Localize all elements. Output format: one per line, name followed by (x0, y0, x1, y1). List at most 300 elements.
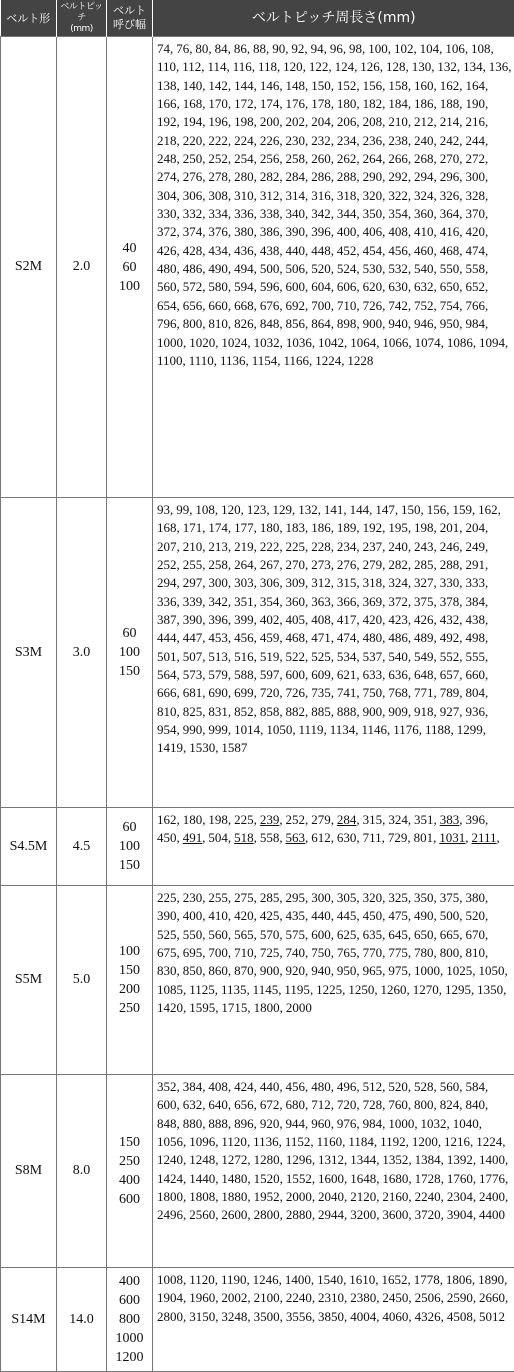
pitch-length-value: 990 (183, 722, 203, 737)
pitch-length-value: 174 (208, 520, 228, 535)
pitch-length-value: 288 (440, 557, 460, 572)
pitch-length-value: 292 (388, 169, 408, 184)
pitch-length-value: 285 (414, 557, 434, 572)
pitch-length-value: 612 (311, 830, 331, 845)
pitch-length-value: 273 (311, 557, 331, 572)
pitch-length-value: 352 (157, 1079, 177, 1094)
pitch-length-value: 729 (388, 830, 408, 845)
pitch-length-value: 312 (311, 575, 331, 590)
pitch-length-value: 1120 (189, 1272, 215, 1287)
pitch-length-value: 1031 (439, 830, 465, 845)
pitch-length-value: 1066 (382, 335, 408, 350)
pitch-length-value: 2240 (415, 1189, 441, 1204)
pitch-length-value: 524 (337, 261, 357, 276)
pitch-length-value: 96 (330, 41, 343, 56)
belt-type-cell: S14M (1, 1268, 57, 1372)
pitch-length-value: 1392 (447, 1152, 473, 1167)
pitch-length-value: 450 (157, 830, 177, 845)
pitch-length-value: 534 (337, 649, 357, 664)
pitch-length-value: 609 (311, 667, 331, 682)
pitch-length-value: 856 (286, 316, 306, 331)
pitch-length-value: 1595 (189, 1000, 215, 1015)
pitch-length-value: 728 (363, 1097, 383, 1112)
pitch-length-value: 750 (311, 945, 331, 960)
pitch-length-value: 266 (388, 151, 408, 166)
pitch-length-value: 2040 (318, 1189, 344, 1204)
pitch-length-value: 606 (337, 279, 357, 294)
pitch-length-value: 474 (337, 630, 357, 645)
pitch-length-value: 305 (337, 890, 357, 905)
pitch-length-value: 710 (234, 945, 254, 960)
pitch-length-value: 741 (337, 685, 357, 700)
pitch-length-value: 332 (183, 206, 203, 221)
pitch-length-value: 558 (260, 830, 280, 845)
belt-width-value: 40 (107, 239, 152, 258)
pitch-length-value: 213 (208, 539, 228, 554)
pitch-length-value: 310 (234, 188, 254, 203)
pitch-length-value: 320 (363, 890, 383, 905)
pitch-length-value: 248 (157, 151, 177, 166)
belt-widths-cell (107, 498, 153, 808)
pitch-length-value: 1600 (318, 1171, 344, 1186)
pitch-length-value: 150 (311, 78, 331, 93)
pitch-length-value: 513 (208, 649, 228, 664)
pitch-length-value: 2160 (382, 1189, 408, 1204)
pitch-length-value: 532 (388, 261, 408, 276)
pitch-length-value: 1025 (446, 963, 472, 978)
table-row (1, 1075, 514, 1268)
pitch-length-value: 456 (388, 243, 408, 258)
pitch-length-value: 300 (465, 169, 485, 184)
pitch-length-value: 426 (414, 612, 434, 627)
pitch-length-value: 1352 (382, 1152, 408, 1167)
pitch-length-value: 297 (183, 575, 203, 590)
pitch-length-value: 468 (286, 630, 306, 645)
pitch-length-value: 1728 (415, 1171, 441, 1186)
pitch-length-value: 1024 (221, 335, 247, 350)
pitch-length-value: 324 (414, 188, 434, 203)
pitch-length-value: 632 (414, 279, 434, 294)
pitch-length-value: 920 (260, 1116, 280, 1131)
pitch-length-value: 112 (182, 59, 201, 74)
pitch-length-value: 742 (388, 298, 408, 313)
pitch-length-value: 710 (337, 298, 357, 313)
pitch-length-value: 456 (286, 1079, 306, 1094)
pitch-length-value: 201 (440, 520, 460, 535)
pitch-length-value: 480 (311, 1079, 331, 1094)
pitch-length-value: 1195 (284, 982, 310, 997)
pitch-lengths-cell: 162, 180, 198, 225, 239, 252, 279, 284, 315, 324, 351, 383, 396, 450, 491, 504, 518, 558, 563, 612, 630, 711, 729, 801, 1031, 2111, (153, 808, 514, 886)
belt-type-cell: S3M (1, 498, 57, 808)
pitch-length-value: 540 (414, 261, 434, 276)
pitch-length-value: 142 (208, 78, 228, 93)
pitch-length-value: 274 (157, 169, 177, 184)
pitch-length-value: 255 (183, 557, 203, 572)
pitch-length-value: 486 (183, 261, 203, 276)
pitch-length-value: 1216 (444, 1134, 470, 1149)
pitch-length-value: 690 (208, 685, 228, 700)
pitch-length-value: 214 (440, 114, 460, 129)
pitch-length-value: 186 (414, 96, 434, 111)
pitch-length-value: 1552 (286, 1171, 312, 1186)
pitch-length-value: 474 (465, 243, 485, 258)
pitch-length-value: 3850 (318, 1309, 344, 1324)
pitch-length-value: 326 (440, 188, 460, 203)
belt-width-value: 200 (107, 980, 152, 999)
pitch-length-value: 680 (286, 1097, 306, 1112)
pitch-length-value: 940 (311, 963, 331, 978)
pitch-length-value: 492 (440, 630, 460, 645)
pitch-length-value: 76 (176, 41, 189, 56)
pitch-length-value: 504 (208, 830, 228, 845)
pitch-length-value: 374 (183, 224, 203, 239)
pitch-length-value: 825 (183, 704, 203, 719)
pitch-length-value: 650 (440, 279, 460, 294)
pitch-length-value: 124 (335, 59, 355, 74)
pitch-length-value: 324 (388, 812, 408, 827)
pitch-length-value: 330 (440, 575, 460, 590)
pitch-length-value: 416 (440, 224, 460, 239)
pitch-length-value: 448 (311, 243, 331, 258)
table-header (1, 0, 514, 37)
pitch-length-value: 420 (234, 908, 254, 923)
pitch-length-value: 410 (208, 908, 228, 923)
pitch-length-value: 99 (176, 502, 189, 517)
pitch-length-value: 168 (183, 96, 203, 111)
pitch-length-value: 372 (388, 594, 408, 609)
pitch-length-value: 390 (183, 612, 203, 627)
pitch-length-value: 1250 (348, 982, 374, 997)
pitch-length-value: 940 (388, 316, 408, 331)
pitch-length-value: 1808 (189, 1189, 215, 1204)
pitch-length-value: 768 (388, 685, 408, 700)
pitch-length-value: 676 (260, 298, 280, 313)
pitch-length-value: 264 (363, 151, 383, 166)
pitch-length-value: 1778 (414, 1272, 440, 1287)
pitch-length-value: 984 (465, 316, 485, 331)
pitch-length-value: 1420 (157, 1000, 183, 1015)
pitch-length-value: 594 (234, 279, 254, 294)
pitch-length-value: 1880 (221, 1189, 247, 1204)
pitch-length-value: 896 (234, 1116, 254, 1131)
pitch-length-value: 501 (157, 649, 177, 664)
pitch-length-value: 670 (465, 927, 485, 942)
pitch-length-value: 604 (311, 279, 331, 294)
pitch-length-value: 380 (465, 890, 485, 905)
pitch-length-value: 1100 (157, 353, 183, 368)
pitch-length-value: 220 (183, 133, 203, 148)
pitch-length-value: 1800 (254, 1000, 280, 1015)
pitch-length-value: 960 (311, 1116, 331, 1131)
pitch-length-value: 1225 (316, 982, 342, 997)
pitch-length-value: 159 (452, 502, 472, 517)
pitch-length-value: 92 (291, 41, 304, 56)
pitch-length-value: 130 (412, 59, 432, 74)
pitch-length-value: 258 (286, 151, 306, 166)
pitch-length-value: 252 (157, 557, 177, 572)
pitch-length-value: 632 (183, 1097, 203, 1112)
pitch-length-value: 2000 (286, 1189, 312, 1204)
pitch-length-value: 597 (260, 667, 280, 682)
pitch-length-value: 380 (234, 224, 254, 239)
pitch-length-value: 180 (183, 812, 203, 827)
pitch-length-value: 330 (157, 206, 177, 221)
pitch-length-value: 204 (311, 114, 331, 129)
pitch-length-value: 255 (208, 890, 228, 905)
pitch-length-value: 204 (465, 520, 485, 535)
pitch-length-value: 976 (337, 1116, 357, 1131)
pitch-length-value: 122 (309, 59, 329, 74)
pitch-length-value: 300 (208, 575, 228, 590)
pitch-length-value: 322 (388, 188, 408, 203)
pitch-length-value: 324 (388, 575, 408, 590)
pitch-length-value: 295 (286, 890, 306, 905)
pitch-length-value: 182 (363, 96, 383, 111)
pitch-length-value: 2304 (447, 1189, 473, 1204)
pitch-length-value: 954 (157, 722, 177, 737)
pitch-length-value: 1136 (220, 353, 246, 368)
pitch-length-value: 525 (311, 649, 331, 664)
pitch-length-value: 936 (465, 704, 485, 719)
pitch-length-value: 810 (157, 704, 177, 719)
pitch-length-value: 200 (260, 114, 280, 129)
pitch-length-value: 351 (234, 594, 254, 609)
pitch-length-value: 1248 (189, 1152, 215, 1167)
belt-widths-cell (107, 37, 153, 498)
pitch-length-value: 900 (260, 963, 280, 978)
pitch-length-value: 1960 (189, 1290, 215, 1305)
pitch-length-value: 284 (286, 169, 306, 184)
pitch-length-value: 384 (465, 594, 485, 609)
pitch-length-value: 558 (465, 261, 485, 276)
pitch-length-value: 390 (286, 224, 306, 239)
pitch-length-value: 1120 (221, 1134, 247, 1149)
pitch-length-value: 830 (157, 963, 177, 978)
pitch-length-value: 927 (440, 704, 460, 719)
pitch-length-value: 318 (363, 575, 383, 590)
pitch-length-value: 522 (286, 649, 306, 664)
pitch-length-value: 383 (440, 812, 460, 827)
pitch-length-value: 228 (311, 539, 331, 554)
pitch-length-value: 252 (286, 812, 306, 827)
pitch-length-value: 965 (363, 963, 383, 978)
pitch-length-value: 454 (363, 243, 383, 258)
pitch-length-value: 520 (388, 1079, 408, 1094)
pitch-length-value: 350 (363, 206, 383, 221)
belt-type-cell: S2M (1, 37, 57, 498)
pitch-length-value: 250 (183, 151, 203, 166)
pitch-length-value: 278 (208, 169, 228, 184)
pitch-length-value: 198 (234, 114, 254, 129)
pitch-lengths-cell: 74, 76, 80, 84, 86, 88, 90, 92, 94, 96, 98, 100, 102, 104, 106, 108, 110, 112, 114, 116, 118, 120, 122, 124, 126, 128, 130, 132, 134, 136, 138, 140, 142, 144, 146, 148, 150, 152, 156, 158, 160, 162, 164, 166, 168, 170, 172, 174, 176, 178, 180, 182, 184, 186, 188, 190, 192, 194, 196, 198, 200, 202, 204, 206, 208, 210, 212, 214, 216, 218, 220, 222, 224, 226, 230, 232, 234, 236, 238, 240, 242, 244, 248, 250, 252, 254, 256, 258, 260, 262, 264, 266, 268, 270, 272, 274, 276, 278, 280, 282, 284, 286, 288, 290, 292, 294, 296, 300, 304, 306, 308, 310, 312, 314, 316, 318, 320, 322, 324, 326, 328, 330, 332, 334, 336, 338, 340, 342, 344, 350, 354, 360, 364, 370, 372, 374, 376, 380, 386, 390, 396, 400, 406, 408, 410, 416, 420, 426, 428, 434, 436, 438, 440, 448, 452, 454, 456, 460, 468, 474, 480, 486, 490, 494, 500, 506, 520, 524, 530, 532, 540, 550, 558, 560, 572, 580, 594, 596, 600, 604, 606, 620, 630, 632, 650, 652, 654, 656, 660, 668, 676, 692, 700, 710, 726, 742, 752, 754, 766, 796, 800, 810, 826, 848, 856, 864, 898, 900, 940, 946, 950, 984, 1000, 1020, 1024, 1032, 1036, 1042, 1064, 1066, 1074, 1086, 1094, 1100, 1110, 1136, 1154, 1166, 1224, 1228 (153, 37, 514, 498)
pitch-length-value: 264 (234, 557, 254, 572)
pitch-length-value: 657 (440, 667, 460, 682)
pitch-length-value: 230 (286, 133, 306, 148)
belt-pitch-cell: 3.0 (57, 498, 107, 808)
pitch-length-value: 363 (311, 594, 331, 609)
pitch-lengths-cell: 1008, 1120, 1190, 1246, 1400, 1540, 1610, 1652, 1778, 1806, 1890, 1904, 1960, 2002, 2100, 2240, 2310, 2380, 2450, 2506, 2590, 2660, 2800, 3150, 3248, 3500, 3556, 3850, 4004, 4060, 4326, 4508, 5012 (153, 1268, 514, 1372)
pitch-length-value: 1384 (415, 1152, 441, 1167)
pitch-length-value: 1806 (446, 1272, 472, 1287)
pitch-length-value: 760 (388, 1097, 408, 1112)
pitch-length-value: 1050 (478, 963, 504, 978)
pitch-lengths-cell: 352, 384, 408, 424, 440, 456, 480, 496, 512, 520, 528, 560, 584, 600, 632, 640, 656, 672, 680, 712, 720, 728, 760, 800, 824, 840, 848, 880, 888, 896, 920, 944, 960, 976, 984, 1000, 1032, 1040, 1056, 1096, 1120, 1136, 1152, 1160, 1184, 1192, 1200, 1216, 1224, 1240, 1248, 1272, 1280, 1296, 1312, 1344, 1352, 1384, 1392, 1400, 1424, 1440, 1480, 1520, 1552, 1600, 1648, 1680, 1728, 1760, 1776, 1800, 1808, 1880, 1952, 2000, 2040, 2120, 2160, 2240, 2304, 2400, 2496, 2560, 2600, 2800, 2880, 2944, 3200, 3600, 3720, 3904, 4400 (153, 1075, 514, 1268)
pitch-length-value: 520 (465, 908, 485, 923)
pitch-length-value: 344 (337, 206, 357, 221)
pitch-length-value: 234 (337, 133, 357, 148)
pitch-length-value: 309 (286, 575, 306, 590)
pitch-length-value: 1295 (445, 982, 471, 997)
pitch-length-value: 376 (208, 224, 228, 239)
pitch-length-value: 752 (414, 298, 434, 313)
pitch-length-value: 796 (157, 316, 177, 331)
belt-width-value: 800 (107, 1310, 152, 1329)
pitch-length-value: 711 (363, 830, 382, 845)
pitch-length-value: 207 (157, 539, 177, 554)
pitch-length-value: 178 (311, 96, 331, 111)
pitch-length-value: 435 (286, 908, 306, 923)
pitch-length-value: 232 (311, 133, 331, 148)
pitch-length-value: 950 (337, 963, 357, 978)
pitch-length-value: 378 (440, 594, 460, 609)
pitch-length-value: 336 (234, 206, 254, 221)
pitch-length-value: 489 (414, 630, 434, 645)
pitch-length-value: 189 (337, 520, 357, 535)
pitch-length-value: 258 (208, 557, 228, 572)
pitch-length-value: 2800 (254, 1207, 280, 1222)
belt-width-value: 100 (107, 643, 152, 662)
pitch-length-value: 282 (260, 169, 280, 184)
pitch-length-value: 234 (337, 539, 357, 554)
pitch-length-value: 640 (208, 1097, 228, 1112)
pitch-length-value: 239 (260, 812, 280, 827)
pitch-length-value: 525 (157, 927, 177, 942)
pitch-length-value: 1540 (317, 1272, 343, 1287)
pitch-length-value: 270 (286, 557, 306, 572)
pitch-length-value: 116 (233, 59, 252, 74)
pitch-length-value: 1020 (189, 335, 215, 350)
pitch-length-value: 1000 (388, 1116, 414, 1131)
pitch-length-value: 596 (260, 279, 280, 294)
pitch-length-value: 650 (414, 927, 434, 942)
table-row (1, 886, 514, 1075)
header-belt-width (107, 0, 153, 37)
pitch-length-value: 1904 (157, 1290, 183, 1305)
pitch-length-value: 2000 (286, 1000, 312, 1015)
pitch-length-value: 338 (260, 206, 280, 221)
pitch-length-value: 1152 (285, 1134, 311, 1149)
pitch-length-value: 516 (234, 649, 254, 664)
belt-widths-cell (107, 1268, 153, 1372)
pitch-length-value: 176 (286, 96, 306, 111)
belt-width-value: 60 (107, 258, 152, 277)
pitch-length-value: 270 (440, 151, 460, 166)
pitch-length-value: 1056 (157, 1134, 183, 1149)
pitch-length-value: 216 (465, 114, 485, 129)
belt-width-value: 250 (107, 1152, 152, 1171)
pitch-length-value: 1952 (254, 1189, 280, 1204)
belt-width-value: 150 (107, 662, 152, 681)
pitch-length-value: 129 (273, 502, 293, 517)
pitch-length-value: 390 (157, 908, 177, 923)
pitch-length-value: 1800 (157, 1189, 183, 1204)
pitch-length-value: 882 (286, 704, 306, 719)
pitch-length-value: 575 (286, 927, 306, 942)
pitch-length-value: 172 (234, 96, 254, 111)
pitch-length-value: 254 (234, 151, 254, 166)
pitch-length-value: 180 (337, 96, 357, 111)
pitch-length-value: 1270 (413, 982, 439, 997)
pitch-length-value: 975 (388, 963, 408, 978)
pitch-length-value: 1145 (253, 982, 279, 997)
pitch-length-value: 386 (260, 224, 280, 239)
pitch-length-value: 1480 (221, 1171, 247, 1186)
pitch-length-value: 206 (337, 114, 357, 129)
pitch-length-value: 1190 (221, 1272, 247, 1287)
pitch-length-value: 408 (311, 612, 331, 627)
pitch-length-value: 1000 (414, 963, 440, 978)
pitch-length-value: 106 (445, 41, 465, 56)
pitch-length-value: 396 (208, 612, 228, 627)
pitch-length-value: 1260 (381, 982, 407, 997)
pitch-length-value: 400 (183, 908, 203, 923)
pitch-length-value: 549 (414, 649, 434, 664)
pitch-length-value: 262 (337, 151, 357, 166)
pitch-length-value: 801 (414, 830, 434, 845)
pitch-length-value: 3150 (189, 1309, 215, 1324)
pitch-length-value: 665 (440, 927, 460, 942)
pitch-length-value: 1086 (447, 335, 473, 350)
pitch-length-value: 174 (260, 96, 280, 111)
header-belt-pitch-label: ベルトピッチ (60, 2, 102, 23)
pitch-length-value: 2880 (286, 1207, 312, 1222)
header-belt-pitch (57, 0, 107, 37)
pitch-length-value: 279 (363, 557, 383, 572)
pitch-length-value: 2120 (350, 1189, 376, 1204)
pitch-length-value: 800 (414, 1097, 434, 1112)
pitch-length-value: 864 (311, 316, 331, 331)
pitch-length-value: 1040 (453, 1116, 479, 1131)
pitch-length-value: 573 (183, 667, 203, 682)
pitch-length-value: 2590 (447, 1290, 473, 1305)
pitch-length-value: 630 (388, 279, 408, 294)
header-belt-width-line1: ベルト (113, 4, 146, 17)
pitch-length-value: 564 (157, 667, 177, 682)
belt-width-value: 600 (107, 1190, 152, 1209)
pitch-length-value: 268 (414, 151, 434, 166)
belt-pitch-cell: 5.0 (57, 886, 107, 1075)
pitch-length-value: 944 (286, 1116, 306, 1131)
pitch-length-value: 1119 (299, 722, 324, 737)
pitch-length-value: 625 (337, 927, 357, 942)
pitch-length-value: 621 (337, 667, 357, 682)
pitch-length-value: 396 (311, 224, 331, 239)
pitch-length-value: 1176 (393, 722, 419, 737)
pitch-length-value: 170 (208, 96, 228, 111)
pitch-length-value: 208 (363, 114, 383, 129)
pitch-length-value: 1299 (457, 722, 483, 737)
pitch-length-value: 4326 (415, 1309, 441, 1324)
pitch-length-value: 692 (286, 298, 306, 313)
pitch-length-value: 144 (350, 502, 370, 517)
pitch-length-value: 288 (337, 169, 357, 184)
pitch-length-value: 399 (234, 612, 254, 627)
pitch-length-value: 635 (363, 927, 383, 942)
pitch-length-value: 584 (465, 1079, 485, 1094)
pitch-length-value: 445 (337, 908, 357, 923)
belt-width-value: 600 (107, 1291, 152, 1310)
table-row (1, 1268, 514, 1372)
